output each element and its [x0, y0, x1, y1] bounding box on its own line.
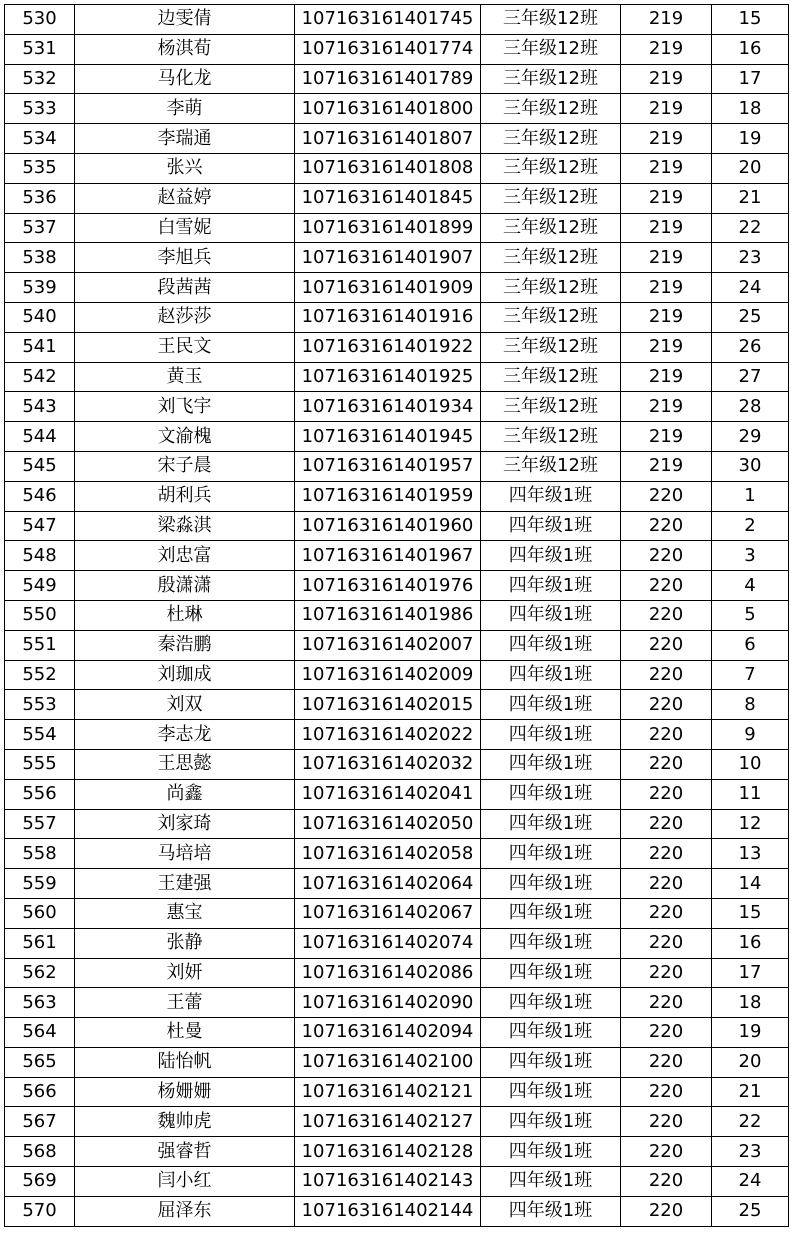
student-name-cell: 李志龙: [75, 720, 295, 750]
class-cell: 三年级12班: [481, 213, 621, 243]
room-cell: 220: [621, 481, 712, 511]
room-cell: 219: [621, 34, 712, 64]
room-cell: 220: [621, 720, 712, 750]
student-id-cell: 107163161402050: [295, 809, 481, 839]
table-row: [5, 720, 789, 750]
seat-cell: 17: [712, 64, 789, 94]
seat-cell: 9: [712, 720, 789, 750]
student-id-cell: 107163161401745: [295, 5, 481, 35]
student-name-cell: 刘飞宇: [75, 392, 295, 422]
class-cell: 三年级12班: [481, 451, 621, 481]
seat-cell: 7: [712, 660, 789, 690]
student-id-cell: 107163161401976: [295, 571, 481, 601]
student-id-cell: 107163161401774: [295, 34, 481, 64]
seat-cell: 28: [712, 392, 789, 422]
row-number-cell: 564: [5, 1018, 75, 1048]
seat-cell: 15: [712, 5, 789, 35]
seat-cell: 24: [712, 1167, 789, 1197]
table-row: [5, 1137, 789, 1167]
student-id-cell: 107163161401945: [295, 422, 481, 452]
student-id-cell: 107163161402022: [295, 720, 481, 750]
table-row: [5, 332, 789, 362]
seat-cell: 13: [712, 839, 789, 869]
student-name-cell: 杨淇荀: [75, 34, 295, 64]
row-number-cell: 563: [5, 988, 75, 1018]
seat-cell: 16: [712, 34, 789, 64]
row-number-cell: 536: [5, 183, 75, 213]
table-row: [5, 1077, 789, 1107]
student-name-cell: 杜琳: [75, 600, 295, 630]
row-number-cell: 549: [5, 571, 75, 601]
class-cell: 四年级1班: [481, 928, 621, 958]
class-cell: 四年级1班: [481, 541, 621, 571]
table-row: [5, 1167, 789, 1197]
row-number-cell: 561: [5, 928, 75, 958]
class-cell: 四年级1班: [481, 988, 621, 1018]
student-name-cell: 李萌: [75, 94, 295, 124]
room-cell: 220: [621, 779, 712, 809]
student-name-cell: 王建强: [75, 869, 295, 899]
student-id-cell: 107163161401789: [295, 64, 481, 94]
table-row: [5, 600, 789, 630]
room-cell: 219: [621, 94, 712, 124]
student-name-cell: 刘忠富: [75, 541, 295, 571]
student-id-cell: 107163161402090: [295, 988, 481, 1018]
row-number-cell: 565: [5, 1047, 75, 1077]
table-row: [5, 243, 789, 273]
row-number-cell: 540: [5, 302, 75, 332]
room-cell: 219: [621, 64, 712, 94]
student-name-cell: 刘妍: [75, 958, 295, 988]
room-cell: 220: [621, 600, 712, 630]
table-row: [5, 898, 789, 928]
row-number-cell: 534: [5, 124, 75, 154]
table-row: [5, 839, 789, 869]
student-id-cell: 107163161402094: [295, 1018, 481, 1048]
seat-cell: 21: [712, 1077, 789, 1107]
student-name-cell: 强睿哲: [75, 1137, 295, 1167]
class-cell: 三年级12班: [481, 332, 621, 362]
row-number-cell: 542: [5, 362, 75, 392]
class-cell: 四年级1班: [481, 809, 621, 839]
student-id-cell: 107163161402121: [295, 1077, 481, 1107]
row-number-cell: 547: [5, 511, 75, 541]
table-row: [5, 451, 789, 481]
row-number-cell: 535: [5, 153, 75, 183]
room-cell: 220: [621, 1196, 712, 1226]
seat-cell: 25: [712, 302, 789, 332]
row-number-cell: 560: [5, 898, 75, 928]
student-name-cell: 文渝槐: [75, 422, 295, 452]
table-row: [5, 302, 789, 332]
student-id-cell: 107163161402143: [295, 1167, 481, 1197]
student-name-cell: 秦浩鹏: [75, 630, 295, 660]
class-cell: 四年级1班: [481, 600, 621, 630]
class-cell: 三年级12班: [481, 153, 621, 183]
class-cell: 三年级12班: [481, 34, 621, 64]
student-id-cell: 107163161402127: [295, 1107, 481, 1137]
seat-cell: 17: [712, 958, 789, 988]
class-cell: 三年级12班: [481, 94, 621, 124]
room-cell: 220: [621, 898, 712, 928]
seat-cell: 23: [712, 243, 789, 273]
room-cell: 220: [621, 928, 712, 958]
student-name-cell: 梁淼淇: [75, 511, 295, 541]
table-row: [5, 213, 789, 243]
room-cell: 219: [621, 5, 712, 35]
student-id-cell: 107163161401957: [295, 451, 481, 481]
class-cell: 四年级1班: [481, 1107, 621, 1137]
table-row: [5, 392, 789, 422]
seat-cell: 16: [712, 928, 789, 958]
seat-cell: 22: [712, 213, 789, 243]
class-cell: 三年级12班: [481, 243, 621, 273]
seat-cell: 23: [712, 1137, 789, 1167]
table-row: [5, 94, 789, 124]
row-number-cell: 568: [5, 1137, 75, 1167]
class-cell: 四年级1班: [481, 898, 621, 928]
student-name-cell: 宋子晨: [75, 451, 295, 481]
room-cell: 220: [621, 1047, 712, 1077]
room-cell: 219: [621, 153, 712, 183]
class-cell: 三年级12班: [481, 64, 621, 94]
table-row: [5, 34, 789, 64]
class-cell: 四年级1班: [481, 1047, 621, 1077]
student-id-cell: 107163161401909: [295, 273, 481, 303]
seat-cell: 27: [712, 362, 789, 392]
seat-cell: 21: [712, 183, 789, 213]
room-cell: 219: [621, 273, 712, 303]
class-cell: 四年级1班: [481, 1196, 621, 1226]
row-number-cell: 559: [5, 869, 75, 899]
student-id-cell: 107163161402058: [295, 839, 481, 869]
row-number-cell: 570: [5, 1196, 75, 1226]
room-cell: 219: [621, 332, 712, 362]
student-name-cell: 马化龙: [75, 64, 295, 94]
room-cell: 220: [621, 630, 712, 660]
student-id-cell: 107163161401922: [295, 332, 481, 362]
table-row: [5, 5, 789, 35]
class-cell: 三年级12班: [481, 273, 621, 303]
student-name-cell: 闫小红: [75, 1167, 295, 1197]
class-cell: 三年级12班: [481, 392, 621, 422]
table-row: [5, 779, 789, 809]
student-name-cell: 张静: [75, 928, 295, 958]
seat-cell: 14: [712, 869, 789, 899]
class-cell: 四年级1班: [481, 481, 621, 511]
student-id-cell: 107163161401808: [295, 153, 481, 183]
student-id-cell: 107163161402086: [295, 958, 481, 988]
seat-cell: 19: [712, 1018, 789, 1048]
class-cell: 四年级1班: [481, 749, 621, 779]
student-name-cell: 刘珈成: [75, 660, 295, 690]
row-number-cell: 533: [5, 94, 75, 124]
room-cell: 220: [621, 571, 712, 601]
room-cell: 220: [621, 511, 712, 541]
row-number-cell: 544: [5, 422, 75, 452]
student-name-cell: 胡利兵: [75, 481, 295, 511]
class-cell: 四年级1班: [481, 571, 621, 601]
seat-cell: 8: [712, 690, 789, 720]
class-cell: 四年级1班: [481, 1077, 621, 1107]
table-row: [5, 481, 789, 511]
table-row: [5, 988, 789, 1018]
table-row: [5, 362, 789, 392]
student-id-cell: 107163161401959: [295, 481, 481, 511]
row-number-cell: 539: [5, 273, 75, 303]
student-id-cell: 107163161401986: [295, 600, 481, 630]
row-number-cell: 548: [5, 541, 75, 571]
room-cell: 219: [621, 451, 712, 481]
table-row: [5, 153, 789, 183]
room-cell: 219: [621, 362, 712, 392]
class-cell: 三年级12班: [481, 362, 621, 392]
room-cell: 220: [621, 660, 712, 690]
row-number-cell: 551: [5, 630, 75, 660]
row-number-cell: 566: [5, 1077, 75, 1107]
room-cell: 219: [621, 213, 712, 243]
student-id-cell: 107163161401925: [295, 362, 481, 392]
row-number-cell: 538: [5, 243, 75, 273]
row-number-cell: 545: [5, 451, 75, 481]
seat-cell: 24: [712, 273, 789, 303]
student-name-cell: 王蕾: [75, 988, 295, 1018]
student-id-cell: 107163161402041: [295, 779, 481, 809]
room-cell: 220: [621, 1077, 712, 1107]
student-name-cell: 段茜茜: [75, 273, 295, 303]
table-row: [5, 183, 789, 213]
room-cell: 220: [621, 1107, 712, 1137]
class-cell: 三年级12班: [481, 422, 621, 452]
class-cell: 四年级1班: [481, 1167, 621, 1197]
student-name-cell: 尚鑫: [75, 779, 295, 809]
student-name-cell: 赵莎莎: [75, 302, 295, 332]
table-row: [5, 1196, 789, 1226]
row-number-cell: 552: [5, 660, 75, 690]
seat-cell: 4: [712, 571, 789, 601]
row-number-cell: 537: [5, 213, 75, 243]
row-number-cell: 558: [5, 839, 75, 869]
seat-cell: 10: [712, 749, 789, 779]
class-cell: 四年级1班: [481, 690, 621, 720]
seat-cell: 18: [712, 94, 789, 124]
student-name-cell: 李瑞通: [75, 124, 295, 154]
seat-cell: 30: [712, 451, 789, 481]
student-name-cell: 杨姗姗: [75, 1077, 295, 1107]
student-name-cell: 魏帅虎: [75, 1107, 295, 1137]
row-number-cell: 531: [5, 34, 75, 64]
class-cell: 三年级12班: [481, 302, 621, 332]
seat-cell: 18: [712, 988, 789, 1018]
table-row: [5, 660, 789, 690]
table-row: [5, 1107, 789, 1137]
seat-cell: 3: [712, 541, 789, 571]
row-number-cell: 557: [5, 809, 75, 839]
student-id-cell: 107163161402067: [295, 898, 481, 928]
seat-cell: 20: [712, 1047, 789, 1077]
room-cell: 219: [621, 183, 712, 213]
class-cell: 三年级12班: [481, 5, 621, 35]
class-cell: 四年级1班: [481, 511, 621, 541]
student-name-cell: 白雪妮: [75, 213, 295, 243]
student-name-cell: 屈泽东: [75, 1196, 295, 1226]
student-name-cell: 张兴: [75, 153, 295, 183]
class-cell: 四年级1班: [481, 779, 621, 809]
table-row: [5, 541, 789, 571]
table-row: [5, 690, 789, 720]
table-row: [5, 928, 789, 958]
class-cell: 三年级12班: [481, 183, 621, 213]
seat-cell: 12: [712, 809, 789, 839]
class-cell: 三年级12班: [481, 124, 621, 154]
student-name-cell: 马培培: [75, 839, 295, 869]
seat-cell: 2: [712, 511, 789, 541]
class-cell: 四年级1班: [481, 1137, 621, 1167]
room-cell: 219: [621, 392, 712, 422]
seat-cell: 20: [712, 153, 789, 183]
student-table: [4, 4, 789, 1227]
student-name-cell: 李旭兵: [75, 243, 295, 273]
table-row: [5, 1018, 789, 1048]
student-id-cell: 107163161401800: [295, 94, 481, 124]
seat-cell: 15: [712, 898, 789, 928]
table-row: [5, 64, 789, 94]
student-name-cell: 惠宝: [75, 898, 295, 928]
room-cell: 220: [621, 1137, 712, 1167]
student-name-cell: 刘双: [75, 690, 295, 720]
row-number-cell: 556: [5, 779, 75, 809]
room-cell: 219: [621, 422, 712, 452]
student-name-cell: 王民文: [75, 332, 295, 362]
room-cell: 219: [621, 243, 712, 273]
row-number-cell: 553: [5, 690, 75, 720]
student-name-cell: 殷潇潇: [75, 571, 295, 601]
table-row: [5, 749, 789, 779]
class-cell: 四年级1班: [481, 839, 621, 869]
room-cell: 220: [621, 541, 712, 571]
class-cell: 四年级1班: [481, 630, 621, 660]
class-cell: 四年级1班: [481, 660, 621, 690]
seat-cell: 25: [712, 1196, 789, 1226]
seat-cell: 19: [712, 124, 789, 154]
student-id-cell: 107163161401907: [295, 243, 481, 273]
student-id-cell: 107163161402064: [295, 869, 481, 899]
table-row: [5, 1047, 789, 1077]
row-number-cell: 546: [5, 481, 75, 511]
room-cell: 219: [621, 124, 712, 154]
student-name-cell: 边雯倩: [75, 5, 295, 35]
student-id-cell: 107163161402074: [295, 928, 481, 958]
class-cell: 四年级1班: [481, 720, 621, 750]
student-id-cell: 107163161401960: [295, 511, 481, 541]
student-id-cell: 107163161401899: [295, 213, 481, 243]
row-number-cell: 562: [5, 958, 75, 988]
room-cell: 220: [621, 958, 712, 988]
table-row: [5, 273, 789, 303]
student-id-cell: 107163161401807: [295, 124, 481, 154]
class-cell: 四年级1班: [481, 869, 621, 899]
student-id-cell: 107163161401845: [295, 183, 481, 213]
room-cell: 220: [621, 690, 712, 720]
table-body: [5, 5, 789, 1227]
table-row: [5, 958, 789, 988]
row-number-cell: 543: [5, 392, 75, 422]
student-id-cell: 107163161402128: [295, 1137, 481, 1167]
table-row: [5, 571, 789, 601]
table-row: [5, 422, 789, 452]
seat-cell: 22: [712, 1107, 789, 1137]
room-cell: 219: [621, 302, 712, 332]
room-cell: 220: [621, 839, 712, 869]
seat-cell: 29: [712, 422, 789, 452]
student-id-cell: 107163161402007: [295, 630, 481, 660]
student-name-cell: 杜曼: [75, 1018, 295, 1048]
student-name-cell: 黄玉: [75, 362, 295, 392]
seat-cell: 26: [712, 332, 789, 362]
student-id-cell: 107163161402015: [295, 690, 481, 720]
room-cell: 220: [621, 988, 712, 1018]
row-number-cell: 530: [5, 5, 75, 35]
room-cell: 220: [621, 749, 712, 779]
seat-cell: 11: [712, 779, 789, 809]
student-id-cell: 107163161401934: [295, 392, 481, 422]
row-number-cell: 555: [5, 749, 75, 779]
seat-cell: 1: [712, 481, 789, 511]
row-number-cell: 541: [5, 332, 75, 362]
table-row: [5, 869, 789, 899]
student-id-cell: 107163161402144: [295, 1196, 481, 1226]
table-row: [5, 511, 789, 541]
seat-cell: 5: [712, 600, 789, 630]
room-cell: 220: [621, 809, 712, 839]
row-number-cell: 554: [5, 720, 75, 750]
row-number-cell: 569: [5, 1167, 75, 1197]
row-number-cell: 567: [5, 1107, 75, 1137]
room-cell: 220: [621, 1167, 712, 1197]
table-row: [5, 809, 789, 839]
room-cell: 220: [621, 1018, 712, 1048]
table-row: [5, 630, 789, 660]
room-cell: 220: [621, 869, 712, 899]
student-name-cell: 王思懿: [75, 749, 295, 779]
student-id-cell: 107163161401967: [295, 541, 481, 571]
student-name-cell: 陆怡帆: [75, 1047, 295, 1077]
table-row: [5, 124, 789, 154]
row-number-cell: 550: [5, 600, 75, 630]
student-id-cell: 107163161401916: [295, 302, 481, 332]
seat-cell: 6: [712, 630, 789, 660]
student-id-cell: 107163161402032: [295, 749, 481, 779]
student-id-cell: 107163161402009: [295, 660, 481, 690]
class-cell: 四年级1班: [481, 958, 621, 988]
row-number-cell: 532: [5, 64, 75, 94]
student-id-cell: 107163161402100: [295, 1047, 481, 1077]
student-name-cell: 赵益婷: [75, 183, 295, 213]
student-name-cell: 刘家琦: [75, 809, 295, 839]
class-cell: 四年级1班: [481, 1018, 621, 1048]
